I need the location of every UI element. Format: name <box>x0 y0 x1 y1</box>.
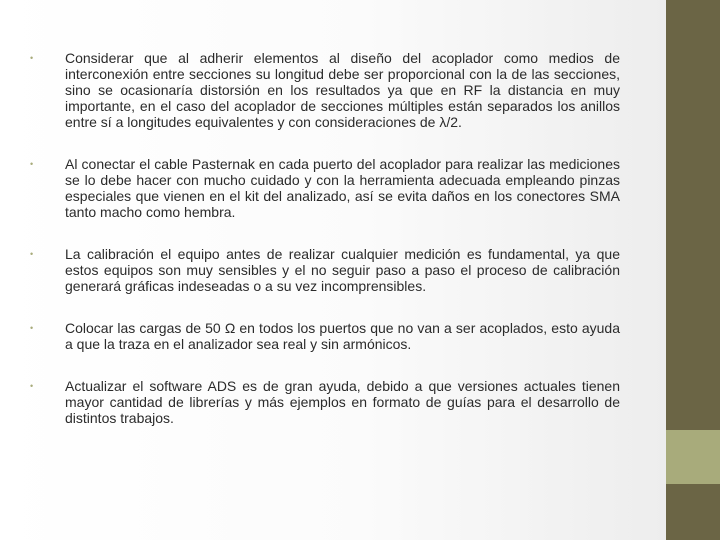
bullet-icon: • <box>30 159 34 169</box>
bullet-text: Colocar las cargas de 50 Ω en todos los puertos que no van a ser acoplados, esto ayuda a que la traza en el analizador sea real y sin armónicos. <box>65 320 620 352</box>
bullet-icon: • <box>30 249 34 259</box>
bullet-item <box>30 50 620 130</box>
bullet-item <box>30 246 620 294</box>
bullet-text: La calibración el equipo antes de realizar cualquier medición es fundamental, ya que estos equipos son muy sensibles y el no seguir paso a paso el proceso de calibración generará gráficas indeseadas o a su vez incomprensibles. <box>65 246 620 294</box>
bullet-list <box>30 50 620 452</box>
bullet-icon: • <box>30 53 34 63</box>
decorative-sidebar <box>666 0 720 540</box>
bullet-text: Actualizar el software ADS es de gran ayuda, debido a que versiones actuales tienen mayor cantidad de librerías y más ejemplos en formato de guías para el desarrollo de distintos trabajos. <box>65 378 620 426</box>
sidebar-accent-block <box>666 430 720 484</box>
bullet-item <box>30 156 620 220</box>
bullet-icon: • <box>30 323 34 333</box>
bullet-text: Considerar que al adherir elementos al diseño del acoplador como medios de interconexión entre secciones su longitud debe ser proporcional con la de las secciones, sino se ocasionaría distorsión en los resultados ya que en RF la distancia en muy importante, en el caso del acoplador de secciones múltiples están separados los anillos entre sí a longitudes equivalentes y con consideraciones de λ/2. <box>65 50 620 130</box>
bullet-item <box>30 320 620 352</box>
sidebar-dark-block-bottom <box>666 484 720 540</box>
sidebar-dark-block <box>666 0 720 430</box>
bullet-item <box>30 378 620 426</box>
bullet-icon: • <box>30 381 34 391</box>
bullet-text: Al conectar el cable Pasternak en cada puerto del acoplador para realizar las mediciones se lo debe hacer con mucho cuidado y con la herramienta adecuada empleando pinzas especiales que vienen en el kit del analizado, así se evita daños en los conectores SMA tanto macho como hembra. <box>65 156 620 220</box>
